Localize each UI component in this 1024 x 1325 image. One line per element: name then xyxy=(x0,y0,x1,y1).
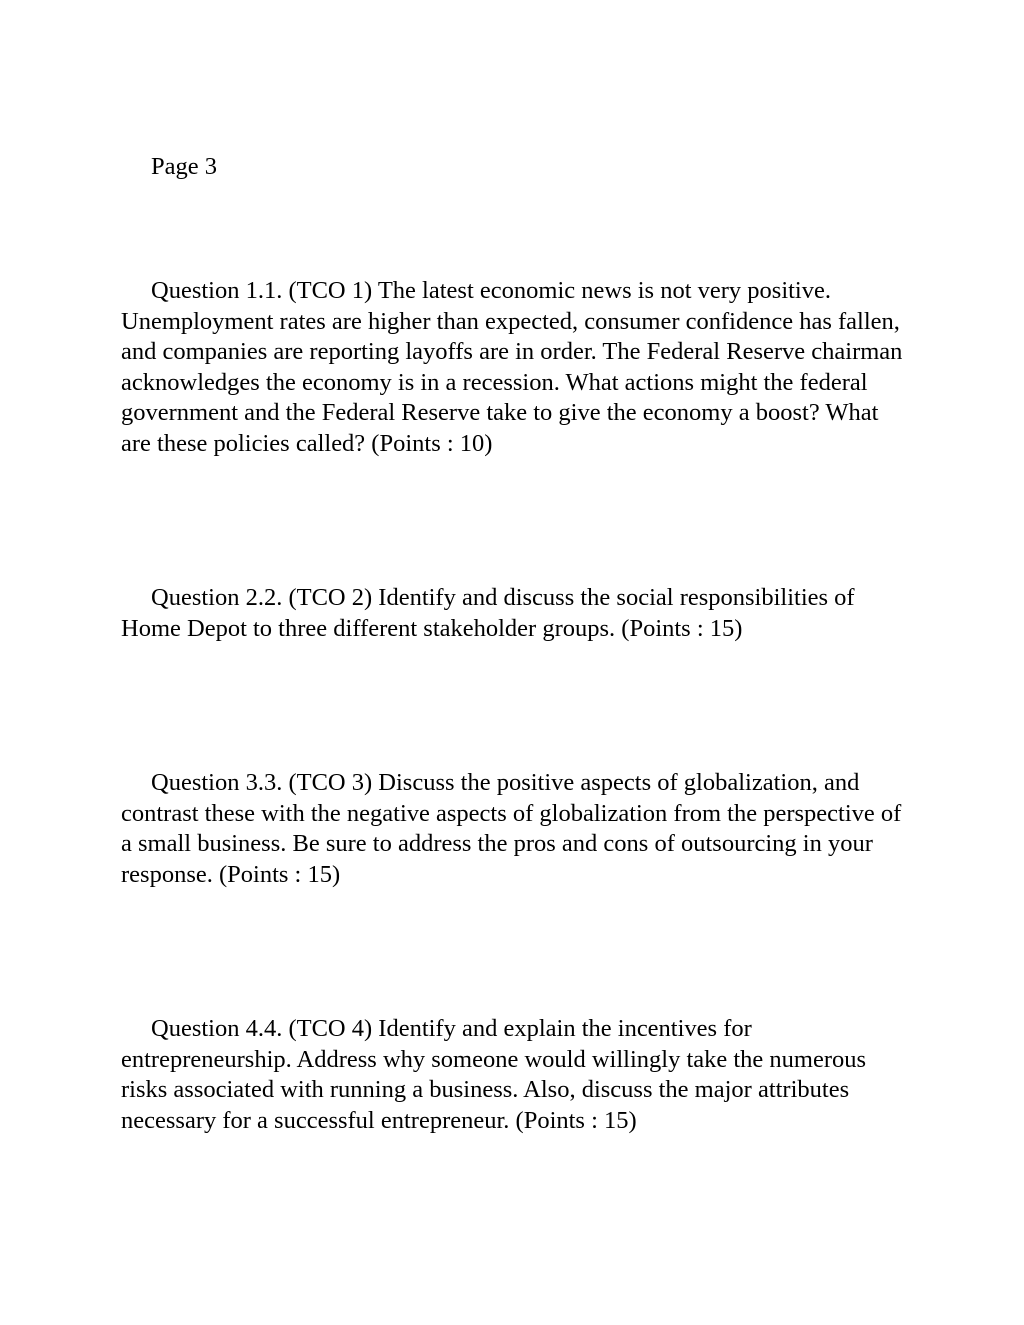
question-3-text: Question 3.3. (TCO 3) Discuss the positive aspects of globalization, and contrast these with the negative aspects of globalization from the perspective of a small business. Be sure to address the pros and cons of outsourcing in your response. (Points : 15) xyxy=(121,769,902,888)
question-2-text: Question 2.2. (TCO 2) Identify and discuss the social responsibilities of Home Depot to three different stakeholder groups. (Points : 15) xyxy=(121,584,855,642)
question-1-text: Question 1.1. (TCO 1) The latest economic news is not very positive. Unemployment rates are higher than expected, consumer confidence has fallen, and companies are reporting layoffs are in order. The Federal Reserve chairman acknowledges the economy is in a recession. What actions might the federal government and the Federal Reserve take to give the economy a boost? What are these policies called? (Points : 10) xyxy=(121,277,903,457)
question-4-text: Question 4.4. (TCO 4) Identify and explain the incentives for entrepreneurship. Address why someone would willingly take the numerous risks associated with running a business. Also, discuss the major attributes necessary for a successful entrepreneur. (Points : 15) xyxy=(121,1015,867,1134)
page-number-label: Page 3 xyxy=(151,153,217,180)
